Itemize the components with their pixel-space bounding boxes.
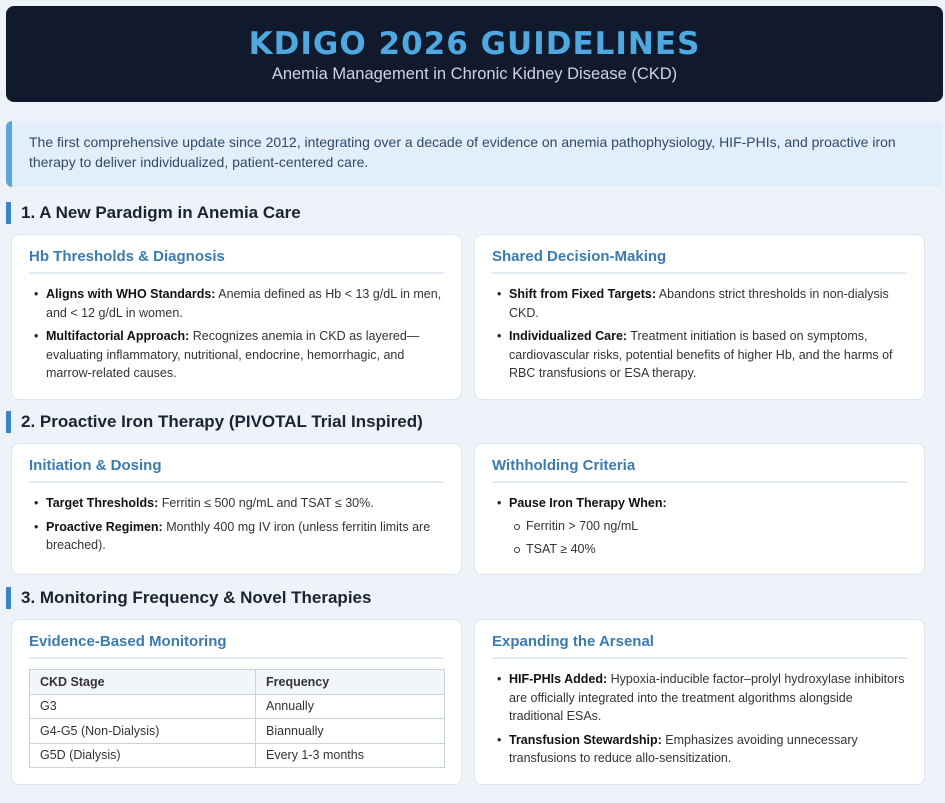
item-text: Ferritin ≤ 500 ng/mL and TSAT ≤ 30%. — [158, 496, 374, 510]
card-title: Expanding the Arsenal — [492, 633, 907, 659]
monitoring-table — [29, 669, 445, 768]
item-text: Monthly 400 mg IV iron (unless ferritin limits are breached). — [46, 519, 431, 552]
list-item — [29, 285, 444, 322]
table-header-cell: CKD Stage — [30, 670, 256, 695]
card-title: Evidence-Based Monitoring — [29, 633, 444, 659]
list-item — [492, 670, 907, 726]
table-cell: Biannually — [256, 719, 445, 744]
item-text: Abandons strict thresholds in non-dialysis CKD. — [509, 287, 889, 320]
header-banner — [6, 6, 943, 102]
intro-callout: The first comprehensive update since 2012, integrating over a decade of evidence on anemia pathophysiology, HIF-PHIs, and proactive iron therapy to deliver individualized, patient-centered care. — [6, 121, 943, 187]
item-text: Hypoxia-inducible factor–prolyl hydroxylase inhibitors are officially integrated into the treatment algorithms alongside traditional ESAs. — [509, 672, 905, 723]
table-cell: Every 1-3 months — [256, 743, 445, 768]
sub-list-item: Ferritin > 700 ng/mL — [509, 517, 907, 536]
section-title: 3. Monitoring Frequency & Novel Therapies — [6, 587, 371, 609]
item-label: Aligns with WHO Standards: — [46, 287, 216, 301]
list-item — [492, 327, 907, 383]
item-label: Proactive Regimen: — [46, 519, 163, 534]
card-expanding-arsenal — [474, 619, 925, 785]
table-header-row — [30, 670, 445, 695]
table-header-cell: Frequency — [256, 670, 445, 695]
card-shared-decision — [474, 234, 925, 400]
card-initiation-dosing — [11, 443, 462, 575]
item-text: Anemia defined as Hb < 13 g/dL in men, and < 12 g/dL in women. — [46, 287, 442, 320]
item-label: Multifactorial Approach: — [46, 329, 190, 343]
list-item — [492, 731, 907, 768]
list-item — [29, 494, 444, 513]
table-cell: G3 — [30, 694, 256, 719]
table-row — [30, 743, 445, 768]
item-label: Individualized Care: — [509, 329, 628, 343]
item-text: Treatment initiation is based on symptoms, cardiovascular risks, potential benefits of higher Hb, and the harms of RBC transfusions or ESA therapy. — [509, 329, 893, 380]
card-title: Withholding Criteria — [492, 457, 907, 483]
item-label: Shift from Fixed Targets: — [509, 287, 657, 301]
item-label: Target Thresholds: — [46, 496, 159, 510]
card-withholding-criteria — [474, 443, 925, 575]
card-monitoring — [11, 619, 462, 785]
sub-list-item: TSAT ≥ 40% — [509, 540, 907, 559]
card-hb-thresholds — [11, 234, 462, 400]
table-row — [30, 694, 445, 719]
card-title: Hb Thresholds & Diagnosis — [29, 248, 444, 274]
item-text: Emphasizes avoiding unnecessary transfusions to reduce allo-sensitization. — [509, 732, 858, 765]
list-item — [492, 285, 907, 322]
item-label: HIF-PHIs Added: — [509, 672, 608, 686]
table-cell: Annually — [256, 694, 445, 719]
item-text: Recognizes anemia in CKD as layered—evaluating inflammatory, nutritional, endocrine, hemorrhagic, and marrow-related causes. — [46, 329, 420, 380]
page-title: KDIGO 2026 GUIDELINES — [248, 26, 701, 62]
item-label: Transfusion Stewardship: — [509, 732, 662, 747]
table-row — [30, 719, 445, 744]
table-cell: G4-G5 (Non-Dialysis) — [30, 719, 256, 744]
item-label: Pause Iron Therapy When: — [509, 496, 667, 510]
section-title: 2. Proactive Iron Therapy (PIVOTAL Trial Inspired) — [6, 411, 423, 433]
list-item — [29, 518, 444, 555]
list-item — [492, 494, 907, 559]
table-cell: G5D (Dialysis) — [30, 743, 256, 768]
card-title: Initiation & Dosing — [29, 457, 444, 483]
page-subtitle: Anemia Management in Chronic Kidney Disease (CKD) — [271, 65, 678, 83]
section-title: 1. A New Paradigm in Anemia Care — [6, 202, 301, 224]
sub-list — [509, 517, 907, 559]
card-title: Shared Decision-Making — [492, 248, 907, 274]
list-item — [29, 327, 444, 383]
